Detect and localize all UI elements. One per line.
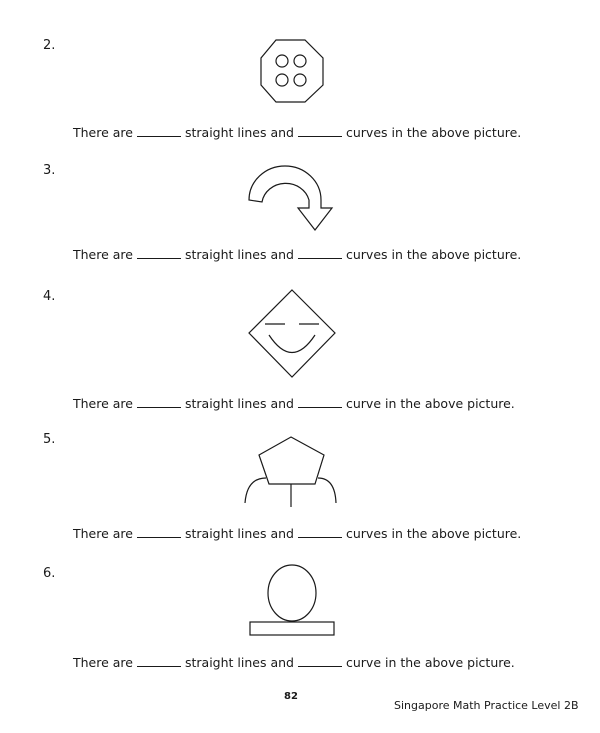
answer-blank[interactable] [137, 657, 181, 667]
sentence-text: straight lines and [185, 125, 294, 140]
octagon-with-four-circles-figure [258, 38, 328, 104]
answer-blank[interactable] [298, 528, 342, 538]
sentence-text: curves in the above picture. [345, 247, 522, 262]
sentence-text: There are [73, 247, 133, 262]
sentence-text: straight lines and [185, 655, 294, 670]
answer-blank[interactable] [137, 398, 181, 408]
answer-blank[interactable] [298, 657, 342, 667]
diamond-face-figure [247, 288, 339, 380]
answer-blank[interactable] [137, 127, 181, 137]
sentence-text: straight lines and [185, 247, 294, 262]
problem-number: 5. [43, 432, 56, 447]
problem-sentence [73, 125, 521, 140]
book-title: Singapore Math Practice Level 2B [394, 699, 579, 712]
sentence-text: curve in the above picture. [345, 396, 515, 411]
sentence-text: There are [73, 526, 133, 541]
oval-on-rectangle-figure [248, 564, 336, 638]
problem-sentence [73, 655, 515, 670]
pentagon-with-arcs-figure [243, 434, 339, 510]
sentence-text: There are [73, 396, 133, 411]
problem-sentence [73, 526, 521, 541]
problem-number: 4. [43, 289, 56, 304]
sentence-text: curves in the above picture. [345, 125, 522, 140]
answer-blank[interactable] [137, 528, 181, 538]
answer-blank[interactable] [298, 127, 342, 137]
sentence-text: There are [73, 125, 133, 140]
problem-number: 2. [43, 38, 56, 53]
curved-arrow-figure [246, 162, 338, 234]
sentence-text: curves in the above picture. [345, 526, 522, 541]
sentence-text: straight lines and [185, 396, 294, 411]
problem-number: 3. [43, 163, 56, 178]
sentence-text: curve in the above picture. [345, 655, 515, 670]
page-number: 82 [284, 691, 298, 702]
sentence-text: There are [73, 655, 133, 670]
sentence-text: straight lines and [185, 526, 294, 541]
answer-blank[interactable] [137, 249, 181, 259]
answer-blank[interactable] [298, 398, 342, 408]
answer-blank[interactable] [298, 249, 342, 259]
problem-sentence [73, 247, 521, 262]
problem-number: 6. [43, 566, 56, 581]
problem-sentence [73, 396, 515, 411]
